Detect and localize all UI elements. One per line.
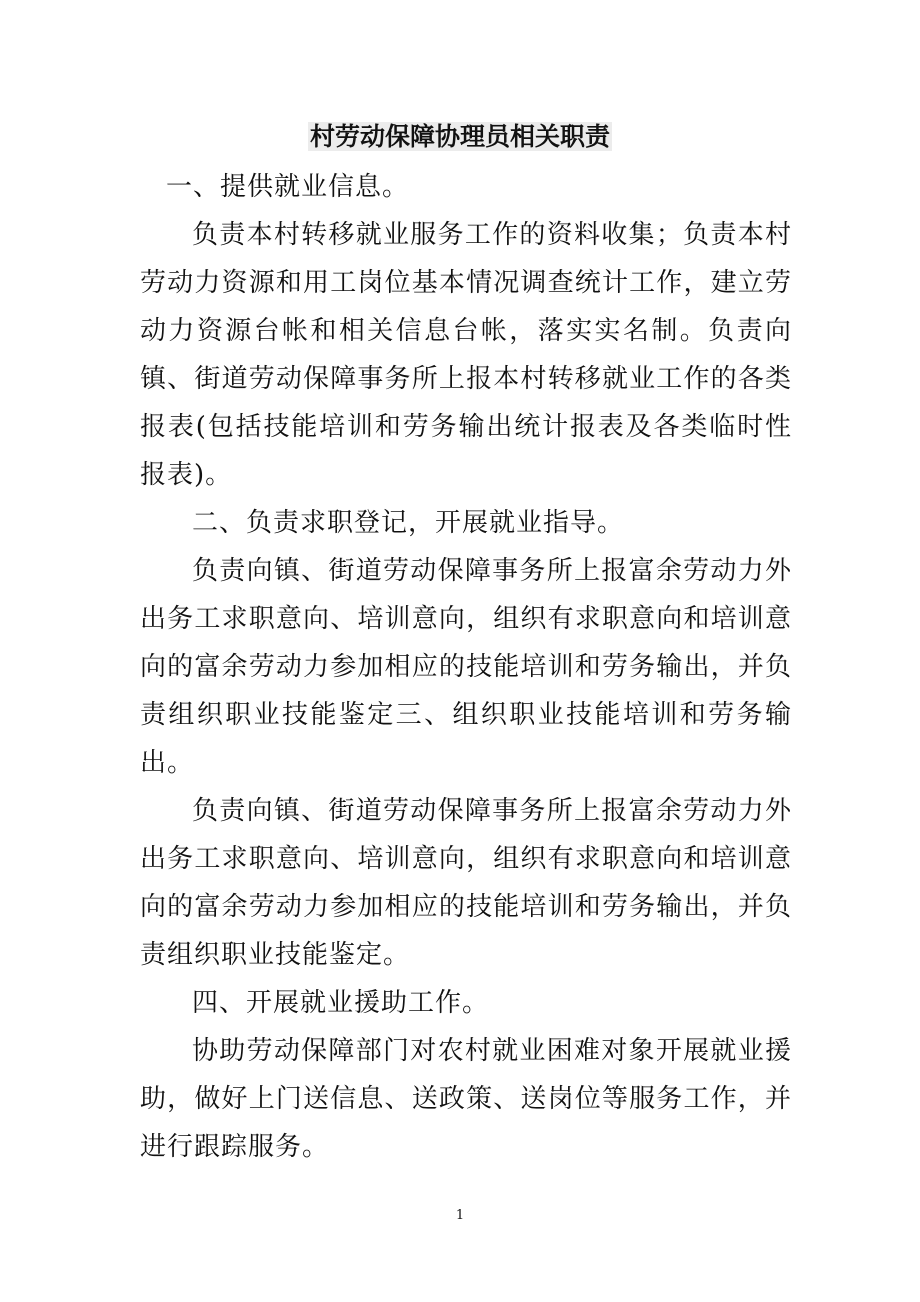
body-paragraph-1: 负责本村转移就业服务工作的资料收集；负责本村劳动力资源和用工岗位基本情况调查统计工作，建立劳动力资源台帐和相关信息台帐，落实实名制。负责向镇、街道劳动保障事务所上报本村转移就业工作的各类报表(包括技能培训和劳务输出统计报表及各类临时性报表)。 <box>140 220 792 490</box>
page-number: 1 <box>455 1208 465 1223</box>
body-paragraph-3: 负责向镇、街道劳动保障事务所上报富余劳动力外出务工求职意向、培训意向，组织有求职意向和培训意向的富余劳动力参加相应的技能培训和劳务输出，并负责组织职业技能鉴定。 <box>140 796 792 970</box>
section-heading-4: 四、开展就业援助工作。 <box>192 988 490 1018</box>
page-title <box>0 117 920 157</box>
section-heading-2: 二、负责求职登记，开展就业指导。 <box>192 508 625 538</box>
body-paragraph-2: 负责向镇、街道劳动保障事务所上报富余劳动力外出务工求职意向、培训意向，组织有求职意向和培训意向的富余劳动力参加相应的技能培训和劳务输出，并负责组织职业技能鉴定三、组织职业技能培训和劳务输出。 <box>140 556 792 778</box>
page-title-text: 村劳动保障协理员相关职责 <box>309 122 610 151</box>
document-body <box>140 163 792 1171</box>
body-paragraph-4: 协助劳动保障部门对农村就业困难对象开展就业援助，做好上门送信息、送政策、送岗位等服务工作，并进行跟踪服务。 <box>140 1036 792 1162</box>
section-heading-1: 一、提供就业信息。 <box>166 172 410 202</box>
